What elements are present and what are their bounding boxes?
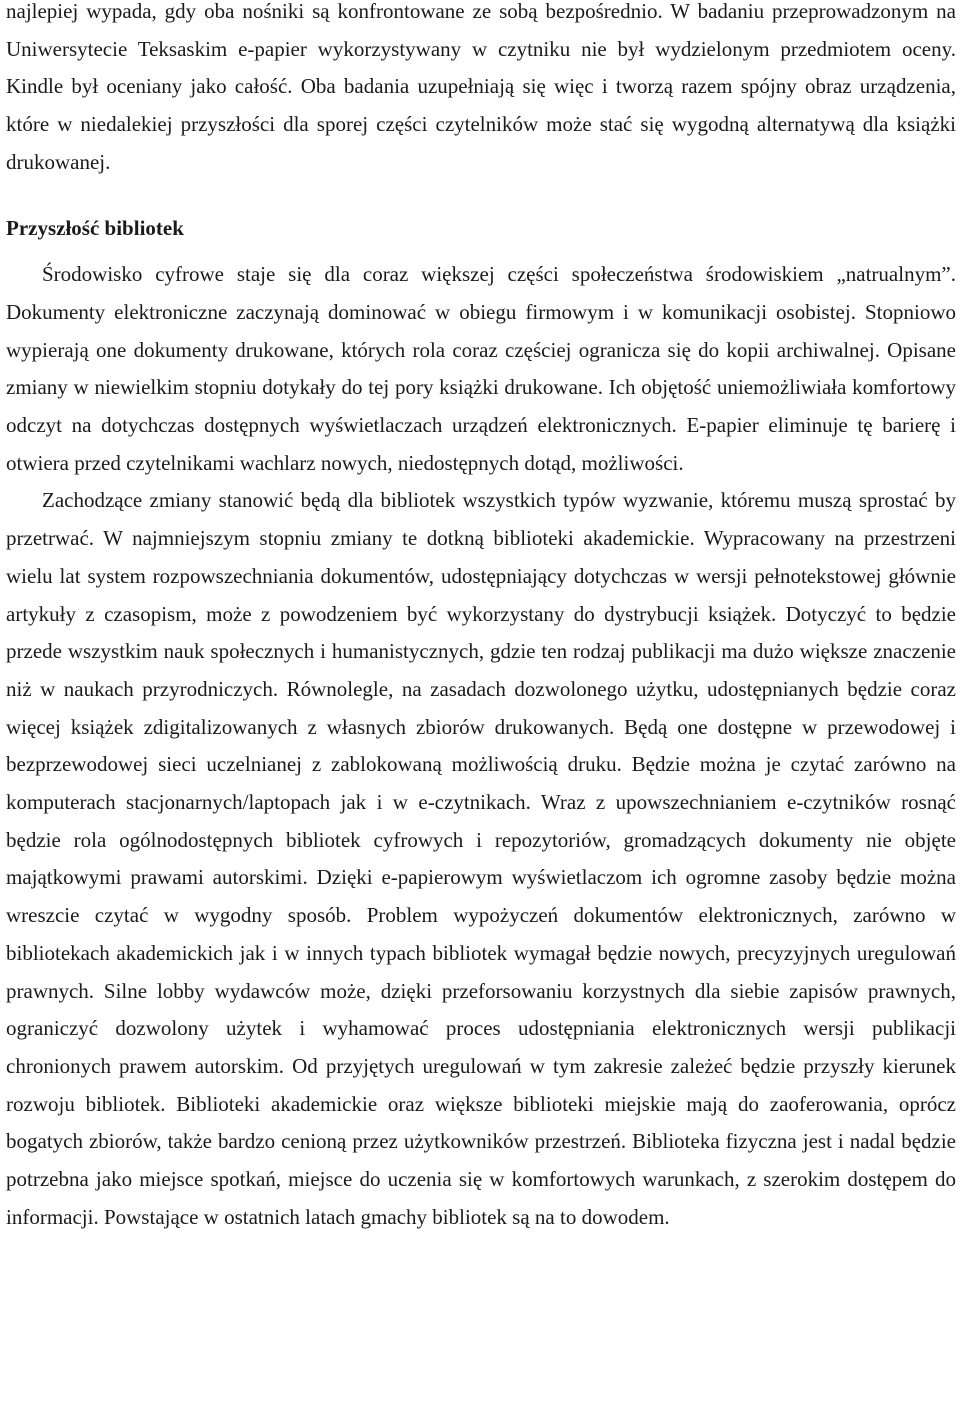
section-paragraph-1: Środowisko cyfrowe staje się dla coraz większej części społeczeństwa środowiskiem „natrualnym”. Dokumenty elektroniczne zaczynają dominować w obiegu firmowym i w komunikacji osobistej. Stopniowo wypierają one dokumenty drukowane, których rola coraz częściej ogranicza się do kopii archiwalnej. Opisane zmiany w niewielkim stopniu dotykały do tej pory książki drukowane. Ich objętość uniemożliwiała komfortowy odczyt na dotychczas dostępnych wyświetlaczach urządzeń elektronicznych. E-papier eliminuje tę barierę i otwiera przed czytelnikami wachlarz nowych, niedostępnych dotąd, możliwości.	[6, 262, 956, 475]
intro-paragraph: najlepiej wypada, gdy oba nośniki są konfrontowane ze sobą bezpośrednio. W badaniu przeprowadzonym na Uniwersytecie Teksaskim e-papier wykorzystywany w czytniku nie był wydzielonym przedmiotem oceny. Kindle był oceniany jako całość. Oba badania uzupełniają się więc i tworzą razem spójny obraz urządzenia, które w niedalekiej przyszłości dla sporej części czytelników może stać się wygodną alternatywą dla książki drukowanej.	[6, 0, 956, 174]
section-paragraph-2: Zachodzące zmiany stanowić będą dla bibliotek wszystkich typów wyzwanie, któremu muszą sprostać by przetrwać. W najmniejszym stopniu zmiany te dotkną biblioteki akademickie. Wypracowany na przestrzeni wielu lat system rozpowszechniania dokumentów, udostępniający dotychczas w wersji pełnotekstowej głównie artykuły z czasopism, może z powodzeniem być wykorzystany do dystrybucji książek. Dotyczyć to będzie przede wszystkim nauk społecznych i humanistycznych, gdzie ten rodzaj publikacji ma dużo większe znaczenie niż w naukach przyrodniczych. Równolegle, na zasadach dozwolonego użytku, udostępnianych będzie coraz więcej książek zdigitalizowanych z własnych zbiorów drukowanych. Będą one dostępne w przewodowej i bezprzewodowej sieci uczelnianej z zablokowaną możliwością druku. Będzie można je czytać zarówno na komputerach stacjonarnych/laptopach jak i w e-czytnikach. Wraz z upowszechnianiem e-czytników rosnąć będzie rola ogólnodostępnych bibliotek cyfrowych i repozytoriów, gromadzących dokumenty nie objęte majątkowymi prawami autorskimi. Dzięki e-papierowym wyświetlaczom ich ogromne zasoby będzie można wreszcie czytać w wygodny sposób. Problem wypożyczeń dokumentów elektronicznych, zarówno w bibliotekach akademickich jak i w innych typach bibliotek wymagał będzie nowych, precyzyjnych uregulowań prawnych. Silne lobby wydawców może, dzięki przeforsowaniu korzystnych dla siebie zapisów prawnych, ograniczyć dozwolony użytek i wyhamować proces udostępniania elektronicznych wersji publikacji chronionych prawem autorskim. Od przyjętych uregulowań w tym zakresie zależeć będzie przyszły kierunek rozwoju bibliotek. Biblioteki akademickie oraz większe biblioteki miejskie mają do zaoferowania, oprócz bogatych zbiorów, także bardzo cenioną przez użytkowników przestrzeń. Biblioteka fizyczna jest i nadal będzie potrzebna jako miejsce spotkań, miejsce do uczenia się w komfortowych warunkach, z szerokim dostępem do informacji. Powstające w ostatnich latach gmachy bibliotek są na to dowodem.	[6, 488, 956, 1229]
document-page	[6, 0, 956, 1237]
section-heading: Przyszłość bibliotek	[6, 215, 184, 240]
